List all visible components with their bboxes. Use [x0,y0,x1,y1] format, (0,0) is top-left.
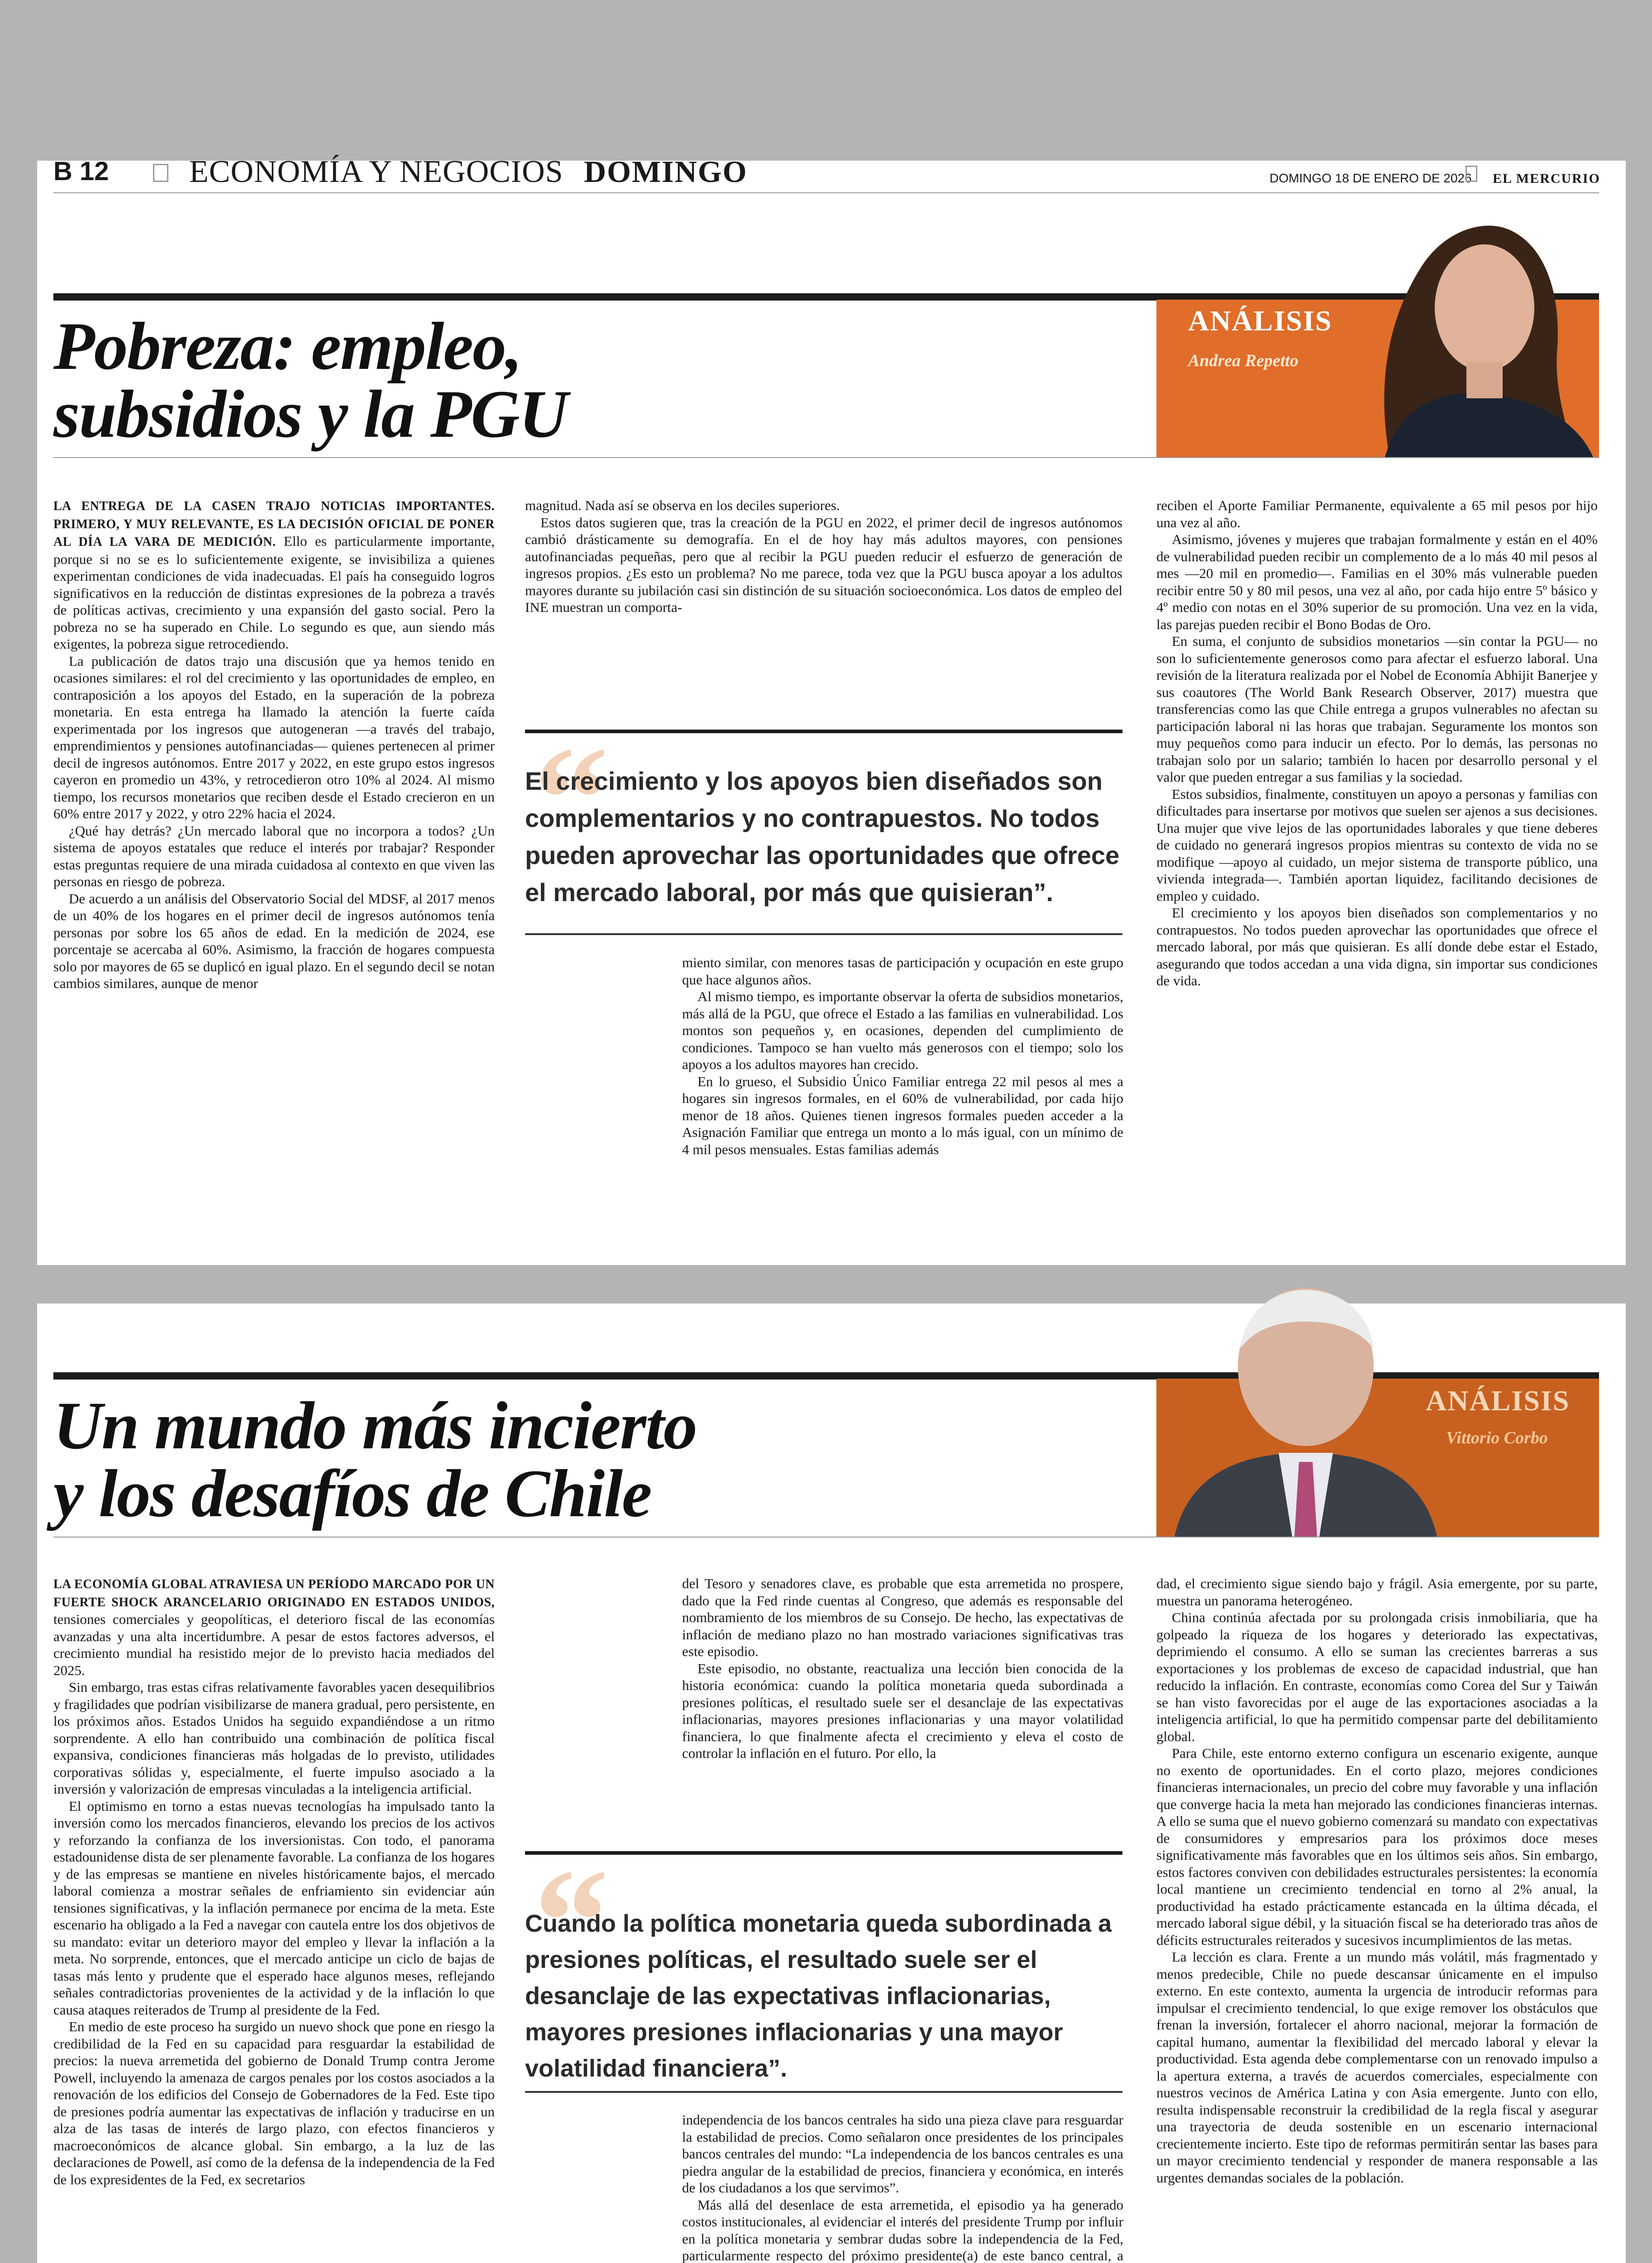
pullquote: Cuando la política monetaria queda subordinada a presiones políticas, el resultado suele ser el desanclaje de las expectativas inflacionarias, mayores presiones inflacionarias y una mayor volatilidad financiera”. [525,1910,1112,2082]
article-column-1 [53,497,495,992]
article-column-3 [1156,1575,1598,2186]
analysis-label: ANÁLISIS [1426,1385,1570,1417]
pullquote-rule-bottom [525,933,1122,935]
article-headline: Pobreza: empleo, subsidios y la PGU [53,309,567,452]
article-paragraph: ¿Qué hay detrás? ¿Un mercado laboral que no incorpora a todos? ¿Un sistema de apoyos estatales que reduce el interés por trabajar? Responder estas preguntas requiere de una mirada cuidadosa al contexto en que viven las personas en riesgo de pobreza. [53,822,495,889]
article-paragraph: La publicación de datos trajo una discusión que ya hemos tenido en ocasiones similares: el rol del crecimiento y las oportunidades de empleo, en contraposición a los apoyos del Estado, en la superación de la pobreza monetaria. En esta entrega ha llamado la atención la fuerte caída experimentada por los ingresos que autogeneran —a través del trabajo, emprendimientos y pensiones autofinanciadas— quienes pertenecen al primer decil de ingresos autónomos. Entre 2017 y 2022, en este grupo estos ingresos cayeron en promedio un 43%, y retrocedieron otro 10% al 2024. Al mismo tiempo, los recursos monetarios que reciben desde el Estado crecieron en un 60% entre 2017 y 2022, y otro 22% hacia el 2024. [53,653,495,821]
article-paragraph: Estos subsidios, finalmente, constituyen un apoyo a personas y familias con dificultades para insertarse por motivos que suelen ser ajenos a sus decisiones. Una mujer que vive lejos de las oportunidades laborales y que tiene deberes de cuidado no generará ingresos propios mientras su contexto de vida no se modifique —apoyo al cuidado, un mejor sistema de transporte público, una vivienda integrada—. También aportan liquidez, facilitando decisiones de empleo y cuidado. [1156,786,1598,904]
lead-in: LA ENTREGA DE LA CASEN TRAJO NOTICIAS IMPORTANTES. PRIMERO, Y MUY RELEVANTE, ES LA DECISIÓN OFICIAL DE PONER AL DÍA LA VARA DE MEDICIÓN. [53,499,495,549]
headline-underline [53,457,1599,458]
checkbox-icon [1466,166,1477,182]
author-face [1435,244,1534,371]
article-paragraph: El optimismo en torno a estas nuevas tecnologías ha impulsado tanto la inversión como los mercados financieros, elevando los precios de los activos y reforzando la confianza de los inversionistas. Con todo, el panorama estadounidense dista de ser plenamente favorable. La confianza de los hogares y de las empresas se mantiene en niveles históricamente bajos, el mercado laboral comienza a mostrar señales de enfriamiento sin evidenciar aún tensiones significativas, y la inflación permanece por encima de la meta. Este escenario ha obligado a la Fed a navegar con cautela entre los dos objetivos de su mandato: evitar un deterioro mayor del empleo y llevar la inflación a la meta. No sorprende, entonces, que el mercado anticipe un ciclo de bajas de tasas más lento y prudente que el esperado hace algunos meses, reflejando señales contradictorias provenientes de la actividad y de la inflación lo que causa ataques reiterados de Trump al presidente de la Fed. [53,1798,495,2018]
article-paragraph: Al mismo tiempo, es importante observar la oferta de subsidios monetarios, más allá de la PGU, que ofrece el Estado a las familias en vulnerabilidad. Los montos son pequeños y, en ocasiones, dependen del cumplimiento de condiciones. Tampoco se han vuelto más generosos con el tiempo; solo los apoyos a los adultos mayores han crecido. [682,988,1123,1072]
article-paragraph: dad, el crecimiento sigue siendo bajo y frágil. Asia emergente, por su parte, muestra un panorama heterogéneo. [1156,1576,1598,1609]
article-paragraph: independencia de los bancos centrales ha sido una pieza clave para resguardar la estabilidad de precios. Como señalaron once presidentes de los principales bancos centrales del mundo: “La independencia de los bancos centrales es una piedra angular de la estabilidad de precios, financiera y económica, en interés de los ciudadanos a los que servimos”. [682,2112,1123,2196]
pullquote-rule-top [525,730,1122,733]
checkbox-icon [153,164,168,182]
article-column-1 [53,1575,495,2188]
article-paragraph: En suma, el conjunto de subsidios monetarios —sin contar la PGU— no son lo suficientemente generosos como para afectar el esfuerzo laboral. Una revisión de la literatura realizada por el Nobel de Economía Abhijit Banerjee y sus coautores (The World Bank Research Observer, 2017) muestra que transferencias como las que Chile entrega a grupos vulnerables no afectan su participación laboral ni las horas que trabajan. Seguramente los montos son muy pequeños como para inducir un efecto. Por lo demás, las personas no trabajan solo por un salario; también lo hacen por desarrollo personal y el valor que pueden entregar a sus familias y la sociedad. [1156,633,1598,785]
article-paragraph: Asimismo, jóvenes y mujeres que trabajan formalmente y están en el 40% de vulnerabilidad pueden recibir un complemento de a lo más 40 mil pesos al mes —20 mil en promedio—. Familias en el 30% más vulnerable pueden recibir entre 50 y 80 mil pesos, una vez al año, por cada hijo entre 5º básico y 4º medio con notas en el 30% superior de su promoción. Una vez en la vida, las parejas pueden recibir el Bono Bodas de Oro. [1156,531,1598,632]
article-paragraph: LA ENTREGA DE LA CASEN TRAJO NOTICIAS IMPORTANTES. PRIMERO, Y MUY RELEVANTE, ES LA DECISIÓN OFICIAL DE PONER AL DÍA LA VARA DE MEDICIÓN. Ello es particularmente importante, porque si no se es lo suficientemente exigente, se invisibiliza a quienes experimentan condiciones de vida inadecuadas. El país ha conseguido logros significativos en la reducción de distintas expresiones de la pobreza a través de políticas activas, crecimiento y una expansión del gasto social. Pero la pobreza no se ha superado en Chile. Lo segundo es que, aun siendo más exigentes, la pobreza sigue retrocediendo. [53,499,495,652]
headline-rule [53,1372,1158,1380]
quote-mark-icon: “ [534,716,609,881]
issue-date: DOMINGO 18 DE ENERO DE 2026 [1270,171,1472,185]
article-paragraph: El crecimiento y los apoyos bien diseñados son complementarios y no contrapuestos. No todos pueden aprovechar las oportunidades que ofrece el mercado laboral, por más que quisieran. Es allí donde debe estar el Estado, asegurando que todos accedan a una vida digna, sin importar sus condiciones de vida. [1156,905,1598,988]
article-headline: Un mundo más incierto y los desafíos de Chile [53,1388,697,1531]
article-paragraph: En medio de este proceso ha surgido un nuevo shock que pone en riesgo la credibilidad de la Fed en su capacidad para resguardar la estabilidad de precios: la nueva arremetida del gobierno de Donald Trump contra Jerome Powell, incluyendo la amenaza de cargos penales por los costos asociados a la renovación de los edificios del Consejo de Gobernadores de la Fed. Este tipo de presiones podría aumentar las expectativas de inflación y traducirse en un alza de las tasas de interés de largo plazo, con efectos financieros y macroeconómicos de alcance global. Sin embargo, a la luz de las declaraciones de Powell, así como de la defensa de la independencia de la Fed de los expresidentes de la Fed, ex secretarios [53,2019,495,2187]
article-column-2-bottom [682,954,1123,1158]
author-neck [1466,362,1503,398]
article-paragraph: Sin embargo, tras estas cifras relativamente favorables yacen desequilibrios y fragilidades que podrían visibilizarse de manera gradual, pero persistente, en los próximos años. Estados Unidos ha seguido expandiéndose a un ritmo sorprendente. A ello han contribuido una combinación de política fiscal expansiva, condiciones financieras más holgadas de lo previsto, utilidades corporativas sólidas y, especialmente, el fuerte impulso asociado a la inversión y valorización de empresas vinculadas a la inteligencia artificial. [53,1679,495,1797]
article-paragraph: De acuerdo a un análisis del Observatorio Social del MDSF, al 2017 menos de un 40% de los hogares en el primer decil de ingresos autónomos tenía personas por sobre los 65 años de edad. En la medición de 2024, ese porcentaje se acercaba al 60%. Asimismo, la fracción de hogares compuesta solo por mayores de 65 se duplicó en igual plazo. En el segundo decil se notan cambios similares, aunque de menor [53,890,495,991]
article-column-3 [1156,497,1598,989]
article-paragraph: Para Chile, este entorno externo configura un escenario exigente, aunque no exento de oportunidades. En el corto plazo, mejores condiciones financieras internacionales, un precio del cobre muy favorable y una inflación que converge hacia la meta han mejorado las condiciones financieras internas. A ello se suma que el nuevo gobierno comenzará su mandato con expectativas de consumidores y empresarios para los próximos doce meses significativamente más favorables que en los últimos seis años. Sin embargo, estos factores conviven con debilidades estructurales persistentes: la economía local mantiene un crecimiento tendencial en torno al 2% anual, la productividad ha estado prácticamente estancada en la última década, el mercado laboral sigue débil, y la situación fiscal se ha deteriorado tras años de déficits estructurales reiterados y sucesivos incumplimientos de las metas. [1156,1745,1598,1948]
article-column-2-top [682,1575,1123,1762]
article-paragraph: Más allá del desenlace de esta arremetida, el episodio ya ha generado costos institucionales, al evidenciar el interés del presidente Trump por influir en la política monetaria y sembrar dudas sobre la independencia de la Fed, particularmente respecto del próximo presidente(a) de este banco central, a [682,2196,1123,2263]
newspaper-name: EL MERCURIO [1493,171,1600,186]
pullquote: El crecimiento y los apoyos bien diseñados son complementarios y no contrapuestos. No todos pueden aprovechar las oportunidades que ofrece el mercado laboral, por más que quisieran”. [525,767,1120,907]
author-name: Vittorio Corbo [1446,1428,1548,1447]
quote-mark-icon: “ [534,1838,609,2004]
pullquote-rule-top [525,1851,1122,1855]
article-paragraph: del Tesoro y senadores clave, es probable que esta arremetida no prospere, dado que la Fed rinde cuentas al Congreso, que además es responsable del nombramiento de los miembros de su Consejo. De hecho, las expectativas de inflación de mediano plazo no han mostrado variaciones significativas tras este episodio. [682,1576,1123,1659]
article-paragraph: LA ECONOMÍA GLOBAL ATRAVIESA UN PERÍODO MARCADO POR UN FUERTE SHOCK ARANCELARIO ORIGINADO EN ESTADOS UNIDOS, tensiones comerciales y geopolíticas, el deterioro fiscal de las economías avanzadas y una alta incertidumbre. A pesar de estos factores adversos, el crecimiento mundial ha resistido mejor de lo previsto hacia mediados del 2025. [53,1577,495,1678]
author-photo [1156,1263,1446,1537]
article-paragraph: China continúa afectada por su prolongada crisis inmobiliaria, que ha golpeado la riqueza de los hogares y deteriorado las expectativas, deprimiendo el consumo. A ello se suman las crecientes barreras a sus exportaciones y los problemas de exceso de capacidad industrial, que han reducido la inflación. En contraste, economías como Corea del Sur y Taiwán se han visto favorecidas por el auge de las exportaciones asociadas a la inteligencia artificial, lo que ha permitido compensar parte del debilitamiento global. [1156,1609,1598,1744]
page-number: B 12 [53,157,109,186]
article-column-2-bottom [682,2111,1123,2263]
author-photo [1322,181,1599,457]
article-paragraph: miento similar, con menores tasas de participación y ocupación en este grupo que hace algunos años. [682,955,1123,988]
pullquote-rule-bottom [525,2091,1122,2093]
article-column-2-top [525,497,1122,616]
article-paragraph: Estos datos sugieren que, tras la creación de la PGU en 2022, el primer decil de ingresos autónomos cambió drásticamente su demografía. En el de hoy hay más adultos mayores, con pensiones autofinanciadas pequeñas, pero que al recibir la PGU pueden reducir el esfuerzo de generación de ingresos propios. ¿Es esto un problema? No me parece, toda vez que la PGU busca apoyar a los adultos mayores durante su jubilación casi sin distinción de su situación socioeconómica. Los datos de empleo del INE muestran un comporta- [525,514,1122,615]
section-title: ECONOMÍA Y NEGOCIOS [189,154,563,189]
analysis-label: ANÁLISIS [1188,305,1332,337]
article-paragraph: La lección es clara. Frente a un mundo más volátil, más fragmentado y menos predecible, Chile no puede descansar únicamente en el impulso externo. En este contexto, aumenta la urgencia de introducir reformas para impulsar el crecimiento tendencial, lo que exige remover los obstáculos que frenan la inversión, fortalecer el ahorro nacional, mejorar la formación de capital humano, aumentar la flexibilidad del mercado laboral y elevar la productividad. Esta agenda debe complementarse con un renovado impulso a la apertura externa, a través de acuerdos comerciales, especialmente con nuestros vecinos de América Latina y con Asia emergente. Junto con ello, resulta indispensable reconstruir la credibilidad de la regla fiscal y asegurar una trayectoria de deuda sostenible en un escenario internacional crecientemente incierto. Este tipo de reformas permitirán sentar las bases para un mayor crecimiento tendencial y responder de manera responsable a las urgentes demandas sociales de la población. [1156,1949,1598,2186]
headline-rule [53,293,1158,301]
article-paragraph: magnitud. Nada así se observa en los deciles superiores. [525,497,840,513]
day-label: DOMINGO [584,154,748,189]
article-paragraph: Este episodio, no obstante, reactualiza una lección bien conocida de la historia económica: cuando la política monetaria queda subordinada a presiones políticas, el resultado suele ser el desanclaje de las expectativas inflacionarias, mayores presiones inflacionarias y una mayor volatilidad financiera, lo que finalmente afecta el crecimiento y eleva el costo de controlar la inflación en el futuro. Por ello, la [682,1660,1123,1761]
author-name: Andrea Repetto [1188,351,1299,370]
article-paragraph: reciben el Aporte Familiar Permanente, equivalente a 65 mil pesos por hijo una vez al año. [1156,497,1598,530]
lead-in: LA ECONOMÍA GLOBAL ATRAVIESA UN PERÍODO MARCADO POR UN FUERTE SHOCK ARANCELARIO ORIGINADO EN ESTADOS UNIDOS, [53,1577,495,1609]
article-paragraph: En lo grueso, el Subsidio Único Familiar entrega 22 mil pesos al mes a hogares sin ingresos formales, en el 60% de vulnerabilidad, por cada hijo menor de 18 años. Quienes tienen ingresos formales pueden acceder a la Asignación Familiar que entrega un monto a lo más igual, con un mínimo de 4 mil pesos mensuales. Estas familias además [682,1073,1123,1157]
